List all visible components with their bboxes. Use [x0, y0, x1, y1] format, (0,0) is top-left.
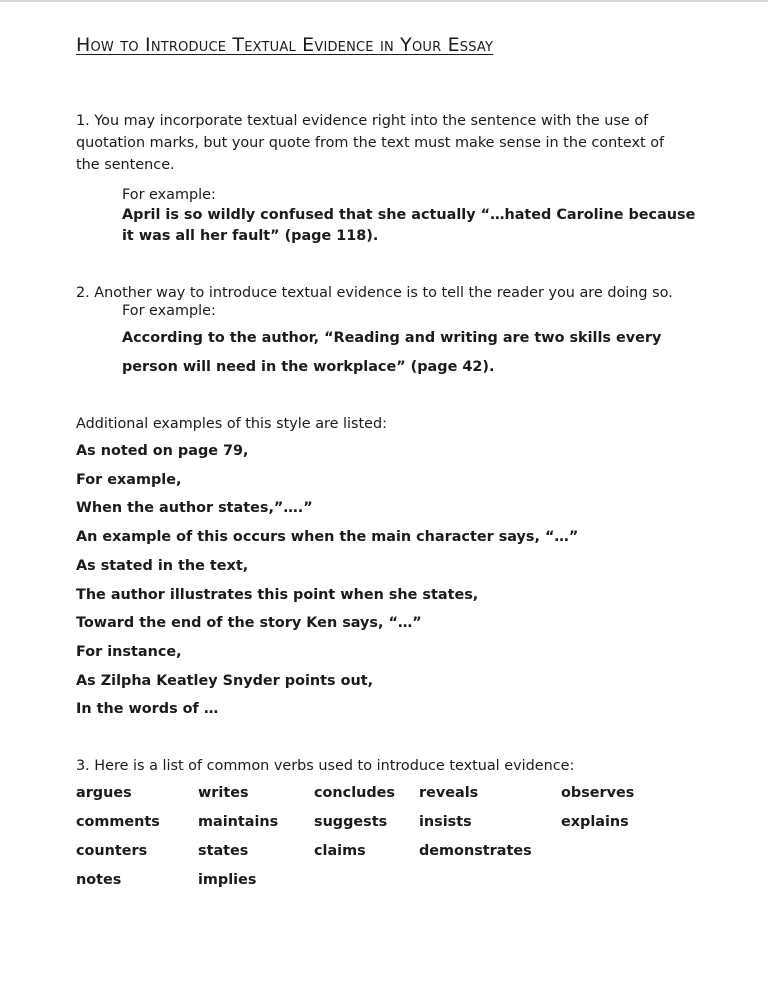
style-example-item: As stated in the text,	[76, 557, 249, 574]
section-2-example-label: For example:	[122, 303, 216, 319]
verb-item: writes	[198, 785, 249, 801]
verb-item: argues	[76, 785, 132, 801]
verb-item: implies	[198, 872, 257, 888]
verb-item: claims	[314, 843, 366, 859]
verb-item: maintains	[198, 814, 279, 830]
verb-item: concludes	[314, 785, 395, 801]
additional-examples-intro: Additional examples of this style are listed:	[76, 416, 388, 432]
section-3-intro: 3. Here is a list of common verbs used to introduce textual evidence:	[76, 758, 575, 774]
style-example-item: When the author states,”….”	[76, 500, 313, 517]
section-1-example-line-1: April is so wildly confused that she actually “…hated Caroline because	[122, 207, 696, 223]
style-example-item: The author illustrates this point when she states,	[76, 586, 479, 603]
style-example-item: Toward the end of the story Ken says, “…”	[76, 615, 422, 632]
section-2-example-line-1: According to the author, “Reading and writing are two skills every	[122, 330, 662, 346]
verb-item: demonstrates	[419, 843, 532, 859]
scan-edge-line	[0, 0, 768, 2]
verb-item: explains	[561, 814, 629, 830]
section-1-example-line-2: it was all her fault” (page 118).	[122, 228, 379, 244]
section-1-example-label: For example:	[122, 187, 216, 203]
verb-item: suggests	[314, 814, 388, 830]
verb-item: notes	[76, 872, 122, 888]
verb-item: states	[198, 843, 249, 859]
style-example-item: In the words of …	[76, 701, 219, 718]
section-2-text: 2. Another way to introduce textual evidence is to tell the reader you are doing so.	[76, 285, 673, 301]
verb-item: observes	[561, 785, 635, 801]
verb-item: reveals	[419, 785, 479, 801]
section-1-text: 1. You may incorporate textual evidence right into the sentence with the use of quotation marks, but your quote from the text must make sense in the context of the sentence.	[76, 113, 665, 173]
page-title: How to Introduce Textual Evidence in Your Essay	[76, 34, 494, 56]
style-example-item: An example of this occurs when the main character says, “…”	[76, 529, 579, 546]
style-example-item: For example,	[76, 471, 182, 488]
verb-item: counters	[76, 843, 148, 859]
style-example-item: As Zilpha Keatley Snyder points out,	[76, 672, 374, 689]
style-example-item: For instance,	[76, 643, 182, 660]
verb-item: comments	[76, 814, 160, 830]
style-example-item: As noted on page 79,	[76, 443, 249, 459]
verb-item: insists	[419, 814, 472, 830]
section-2-example-line-2: person will need in the workplace” (page 42).	[122, 359, 495, 375]
